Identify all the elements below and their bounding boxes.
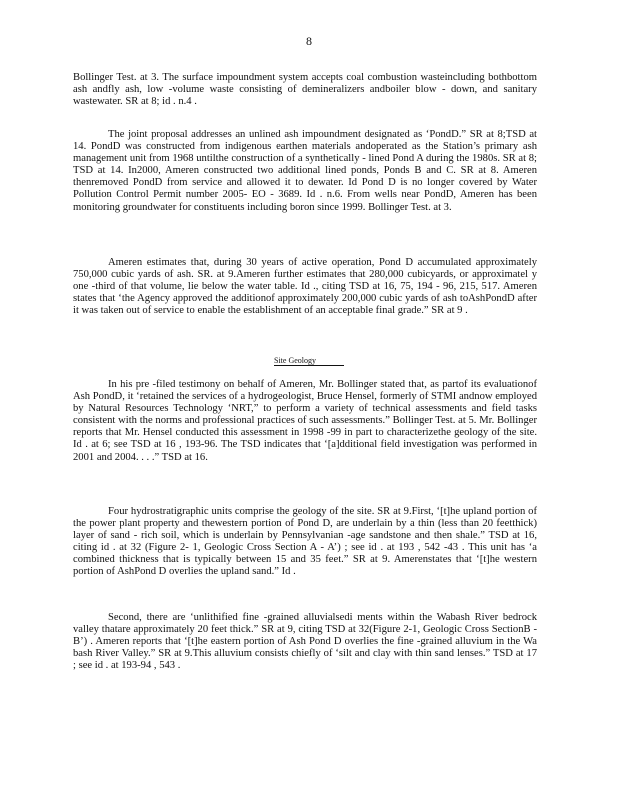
paragraph-3 [73,257,537,317]
paragraph-text: Ameren estimates that, during 30 years of active operation, Pond D accumulated approximately 750,000 cubic yards of ash. SR. at 9.Ameren further estimates that 280,000 cubicyards, or approximatel y one -third of that volume, lie below the water table. Id ., citing TSD at 16, 75, 194 - 96, 215, 517. Ameren states that ‘the Agency approved the additionof approximately 200,000 cubic yards of ash toAshPondD after it was taken out of service to enable the establishment of an acceptable final grade.” SR at 9 . [73,257,537,317]
paragraph-text: In his pre -filed testimony on behalf of Ameren, Mr. Bollinger stated that, as partof its evaluationof Ash PondD, it ‘retained the services of a hydrogeologist, Bruce Hensel, formerly of STMI andnow employed by Natural Resources Technology ‘NRT,” to perform a variety of technical assessments and field tasks consistent with the norms and professional practices of such assessments.” Bollinger Test. at 5. Mr. Bollinger reports that Mr. Hensel conducted this assessment in 1998 -99 in part to characterizethe geology of the site. Id . at 6; see TSD at 16 , 193-96. The TSD indicates that ‘[a]dditional field investigation was performed in 2001 and 2004. . . .” TSD at 16. [73,379,537,463]
paragraph-4 [73,379,537,464]
paragraph-6 [73,612,537,672]
paragraph-text: Four hydrostratigraphic units comprise the geology of the site. SR at 9.First, ‘[t]he upland portion of the power plant property and thewestern portion of Pond D, are underlain by a thin (less than 20 feetthick) layer of sand - rich soil, which is underlain by Pennsylvanian -age sandstone and then shale.” TSD at 16, citing id . at 32 (Figure 2- 1, Geologic Cross Section A - A’) ; see id . at 193 , 542 -43 . This unit has ‘a combined thickness that is typically between 15 and 35 feet.” SR at 9. Amerenstates that ‘[t]he western portion of AshPond D overlies the upland sand.” Id . [73,506,537,578]
paragraph-text: The joint proposal addresses an unlined ash impoundment designated as ‘PondD.” SR at 8;TSD at 14. PondD was constructed from indigenous earthen materials andoperated as the Station’s primary ash management unit from 1968 untilthe construction of a synthetically - lined Pond A during the 1980s. SR at 8; TSD at 14. In2000, Ameren constructed two additional lined ponds, Ponds B and C. SR at 8. Ameren thenremoved PondD from service and allowed it to dewater. Id Pond D is no longer covered by Water Pollution Control Permit number 2005- EO - 3689. Id . n.6. From wells near PondD, Ameren has been monitoring groundwater for constituents including boron since 1999. Bollinger Test. at 3. [73,129,537,213]
paragraph-text: Second, there are ‘unlithified fine -grained alluvialsedi ments within the Wabash River bedrock valley thatare approximately 20 feet thick.” SR at 9, citing TSD at 32(Figure 2-1, Geologic Cross SectionB - B’) . Ameren reports that ‘[t]he eastern portion of Ash Pond D overlies the fine -grained alluvium in the Wa bash River Valley.” SR at 9.This alluvium consists chiefly of ‘silt and clay with thin sand lenses.” TSD at 17 ; see id . at 193-94 , 543 . [73,612,537,672]
section-heading [0,356,618,366]
paragraph-1 [73,72,537,108]
paragraph-2 [73,129,537,214]
paragraph-text: Bollinger Test. at 3. The surface impoundment system accepts coal combustion wasteincluding bothbottom ash andfly ash, low -volume waste consisting of demineralizers andboiler blow - down, and sanitary wastewater. SR at 8; id . n.4 . [73,72,537,108]
paragraph-5 [73,506,537,579]
section-heading-text: Site Geology [274,356,344,366]
page-number: 8 [306,34,312,48]
